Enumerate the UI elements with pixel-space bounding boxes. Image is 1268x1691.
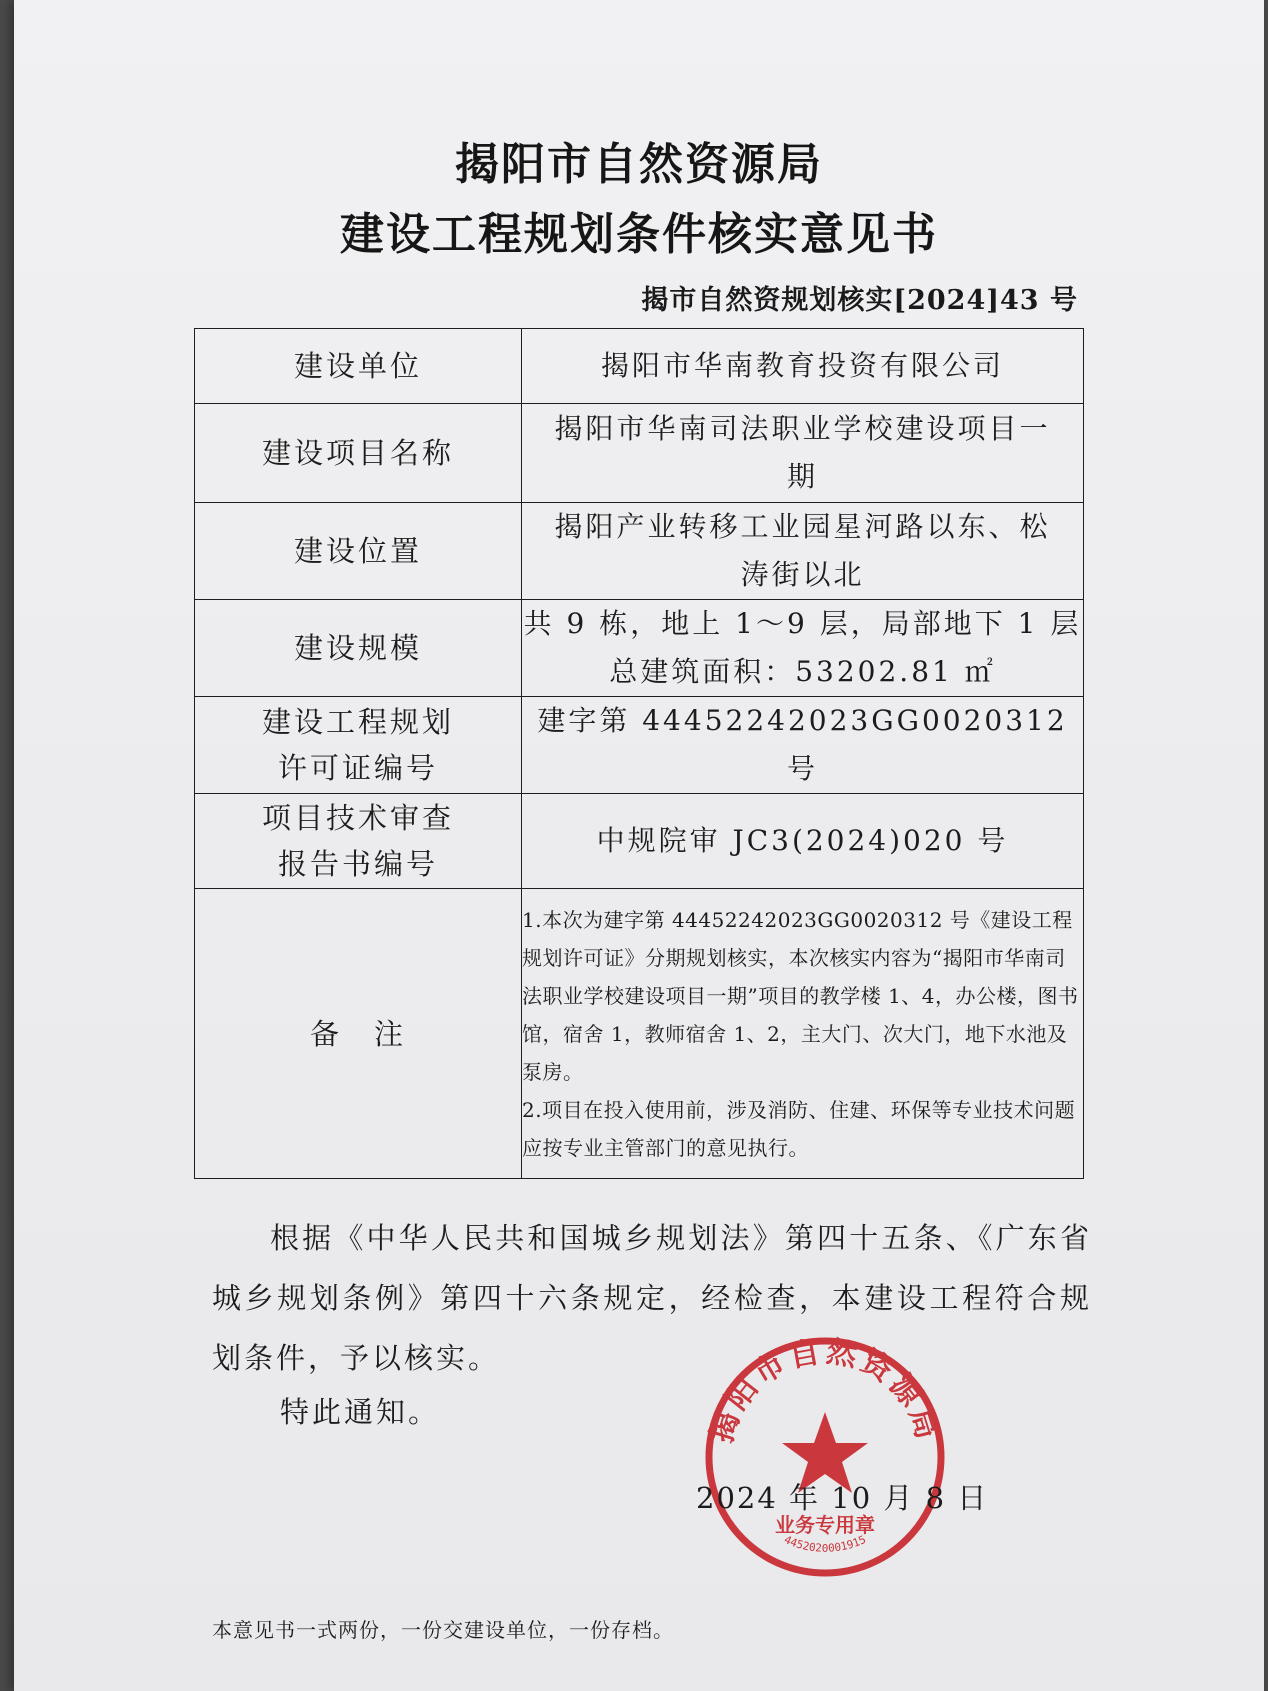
label-line: 项目技术审查	[261, 801, 454, 835]
notes-content	[522, 889, 1084, 1179]
table-row	[195, 697, 1084, 794]
value-line: 总建筑面积：53202.81 ㎡	[609, 655, 996, 688]
label-line: 建设工程规划	[261, 705, 454, 739]
label-line: 建设位置	[293, 534, 422, 568]
table-row	[195, 329, 1084, 404]
document-page	[14, 0, 1264, 1691]
label-line: 建设项目名称	[261, 436, 454, 470]
seal-subtext: 业务专用章	[775, 1513, 875, 1537]
document-title-line1: 揭阳市自然资源局	[455, 139, 823, 190]
row-value	[522, 404, 1084, 503]
notify-text: 特此通知。	[280, 1395, 441, 1429]
row-value	[522, 329, 1084, 404]
note-item: 2.项目在投入使用前，涉及消防、住建、环保等专业技术问题应按专业主管部门的意见执行。	[522, 1097, 1076, 1160]
table-row	[195, 794, 1084, 889]
issue-date: 2024 年 10 月 8 日	[696, 1481, 989, 1515]
label-line: 建设规模	[293, 631, 422, 665]
table-row-notes	[195, 889, 1084, 1179]
value-line: 建字第 44452242023GG0020312 号	[537, 704, 1068, 785]
value-line: 中规院审 JC3(2024)020 号	[596, 824, 1009, 857]
seal-text: 揭阳市自然资源局	[704, 1334, 946, 1447]
table-row	[195, 503, 1084, 600]
notes-label: 备 注	[195, 889, 522, 1179]
value-line: 揭阳市华南司法职业学校建设项目一	[554, 412, 1051, 445]
row-label	[195, 794, 522, 889]
body-paragraph: 根据《中华人民共和国城乡规划法》第四十五条、《广东省城乡规划条例》第四十六条规定，经检查，本建设工程符合规划条件，予以核实。	[212, 1221, 1092, 1375]
row-value	[522, 600, 1084, 697]
official-seal	[700, 1332, 950, 1582]
row-label: 建设单位	[195, 329, 522, 404]
row-label	[195, 600, 522, 697]
info-table	[194, 328, 1084, 1179]
row-value	[522, 697, 1084, 794]
note-item: 1.本次为建字第 44452242023GG0020312 号《建设工程规划许可证》分期规划核实，本次核实内容为“揭阳市华南司法职业学校建设项目一期”项目的教学楼 1、4，办公楼，图书馆，宿舍 1，教师宿舍 1、2，主大门、次大门，地下水池及泵房。	[522, 907, 1079, 1084]
label-line: 许可证编号	[277, 751, 438, 785]
value-line: 涛街以北	[740, 558, 865, 591]
row-label	[195, 697, 522, 794]
table-row	[195, 600, 1084, 697]
seal-number: 4452020001915	[782, 1532, 868, 1555]
row-label	[195, 404, 522, 503]
label-line: 报告书编号	[277, 847, 438, 881]
footer-note: 本意见书一式两份，一份交建设单位，一份存档。	[212, 1618, 674, 1642]
row-value	[522, 503, 1084, 600]
document-title-line2: 建设工程规划条件核实意见书	[340, 209, 938, 260]
row-value	[522, 794, 1084, 889]
value-line: 揭阳产业转移工业园星河路以东、松	[554, 510, 1051, 543]
row-label	[195, 503, 522, 600]
value-line: 揭阳市华南教育投资有限公司	[600, 349, 1004, 382]
table-row	[195, 404, 1084, 503]
value-line: 共 9 栋，地上 1～9 层，局部地下 1 层	[523, 607, 1082, 640]
document-number: 揭市自然资规划核实[2024]43 号	[641, 285, 1078, 316]
value-line: 期	[786, 460, 818, 493]
